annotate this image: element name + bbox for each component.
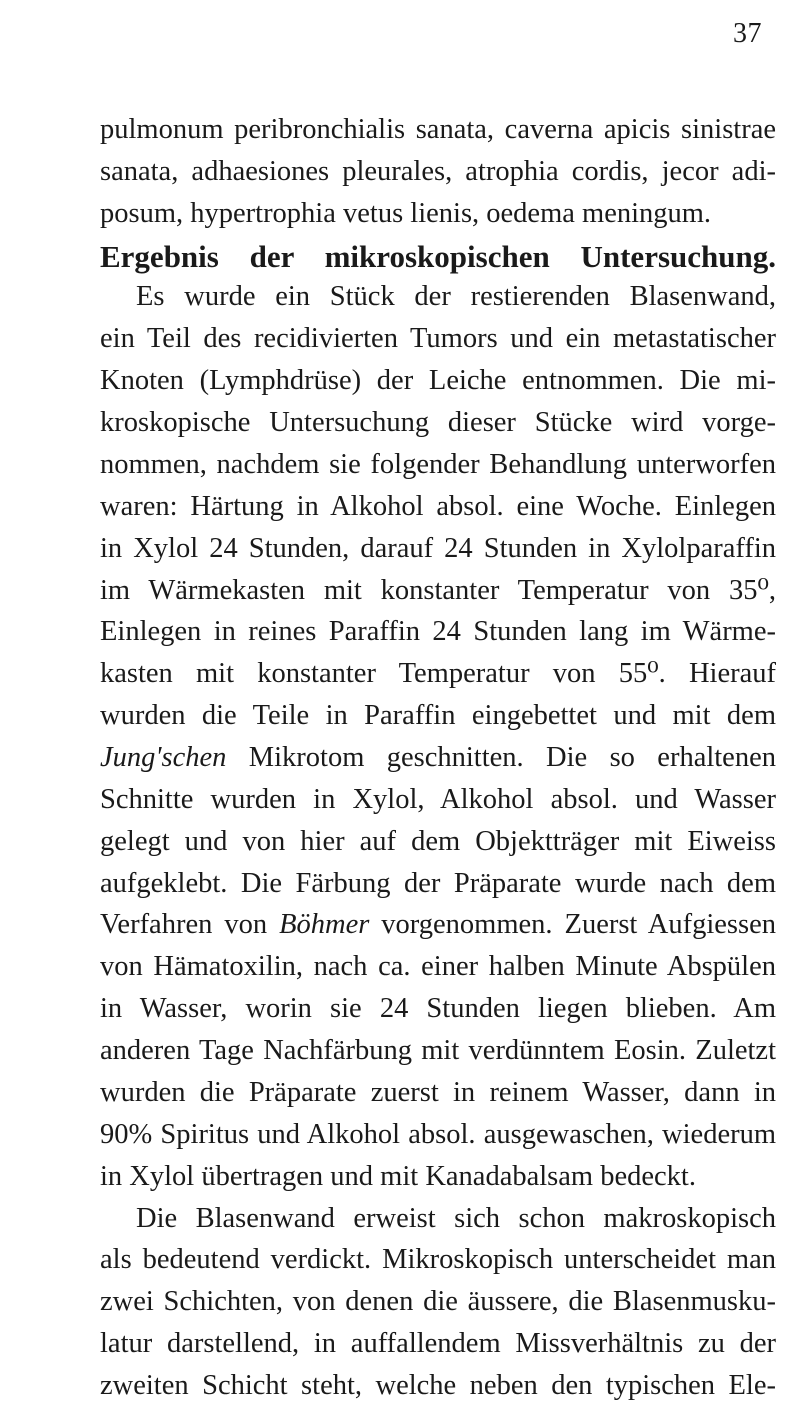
text-fragment: vorgenommen. Zuerst Aufgiessen — [369, 909, 776, 940]
text-fragment: Mikrotom geschnitten. Die so erhaltenen — [226, 742, 776, 773]
text-line: Einlegen in reines Paraffin 24 Stunden lang im Wärme- — [100, 616, 776, 647]
text-line: zwei Schichten, von denen die äussere, die Blasenmusku- — [100, 1286, 776, 1317]
text-line: kroskopische Untersuchung dieser Stücke wird vorge- — [100, 407, 776, 438]
text-line: waren: Härtung in Alkohol absol. eine Woche. Einlegen — [100, 491, 776, 522]
text-line: gelegt und von hier auf dem Objektträger mit Eiweiss — [100, 826, 776, 857]
section-heading: Ergebnis der mikroskopischen Untersuchung. — [100, 239, 776, 274]
text-line: in Wasser, worin sie 24 Stunden liegen blieben. Am — [100, 993, 776, 1024]
text-line: pulmonum peribronchialis sanata, caverna apicis sinistrae — [100, 114, 776, 145]
text-line: ein Teil des recidivierten Tumors und ein metastatischer — [100, 323, 776, 354]
text-line: kasten mit konstanter Temperatur von 55⁰. Hierauf — [100, 658, 776, 689]
text-line: in Xylol 24 Stunden, darauf 24 Stunden in Xylolparaffin — [100, 533, 776, 564]
text-line: Knoten (Lymphdrüse) der Leiche entnommen. Die mi- — [100, 365, 776, 396]
text-line-jung — [100, 739, 776, 777]
text-fragment: Verfahren von — [100, 909, 280, 940]
text-line: Es wurde ein Stück der restierenden Blasenwand, — [136, 281, 776, 312]
text-line: latur darstellend, in auffallendem Missverhältnis zu der — [100, 1328, 776, 1359]
text-line: wurden die Präparate zuerst in reinem Wasser, dann in — [100, 1077, 776, 1108]
text-line: 90% Spiritus und Alkohol absol. ausgewaschen, wiederum — [100, 1119, 776, 1150]
text-line: nommen, nachdem sie folgender Behandlung unterworfen — [100, 449, 776, 480]
text-line: im Wärmekasten mit konstanter Temperatur von 35⁰, — [100, 575, 776, 606]
page-number: 37 — [733, 18, 762, 49]
author-name-jung: Jung'schen — [100, 742, 227, 773]
text-line: aufgeklebt. Die Färbung der Präparate wurde nach dem — [100, 868, 776, 899]
text-line: Schnitte wurden in Xylol, Alkohol absol. und Wasser — [100, 784, 776, 815]
text-line: von Hämatoxilin, nach ca. einer halben Minute Abspülen — [100, 951, 776, 982]
author-name-boehmer: Böhmer — [279, 909, 370, 940]
text-line: in Xylol übertragen und mit Kanadabalsam bedeckt. — [100, 1161, 696, 1192]
text-line: sanata, adhaesiones pleurales, atrophia cordis, jecor adi- — [100, 156, 776, 187]
text-line: anderen Tage Nachfärbung mit verdünntem Eosin. Zuletzt — [100, 1035, 776, 1066]
text-line: Die Blasenwand erweist sich schon makroskopisch — [136, 1203, 776, 1234]
text-line-boehmer — [100, 906, 776, 944]
text-line: wurden die Teile in Paraffin eingebettet und mit dem — [100, 700, 776, 731]
text-line: zweiten Schicht steht, welche neben den typischen Ele- — [100, 1370, 776, 1401]
text-line: posum, hypertrophia vetus lienis, oedema meningum. — [100, 198, 712, 229]
text-line: als bedeutend verdickt. Mikroskopisch unterscheidet man — [100, 1244, 776, 1275]
